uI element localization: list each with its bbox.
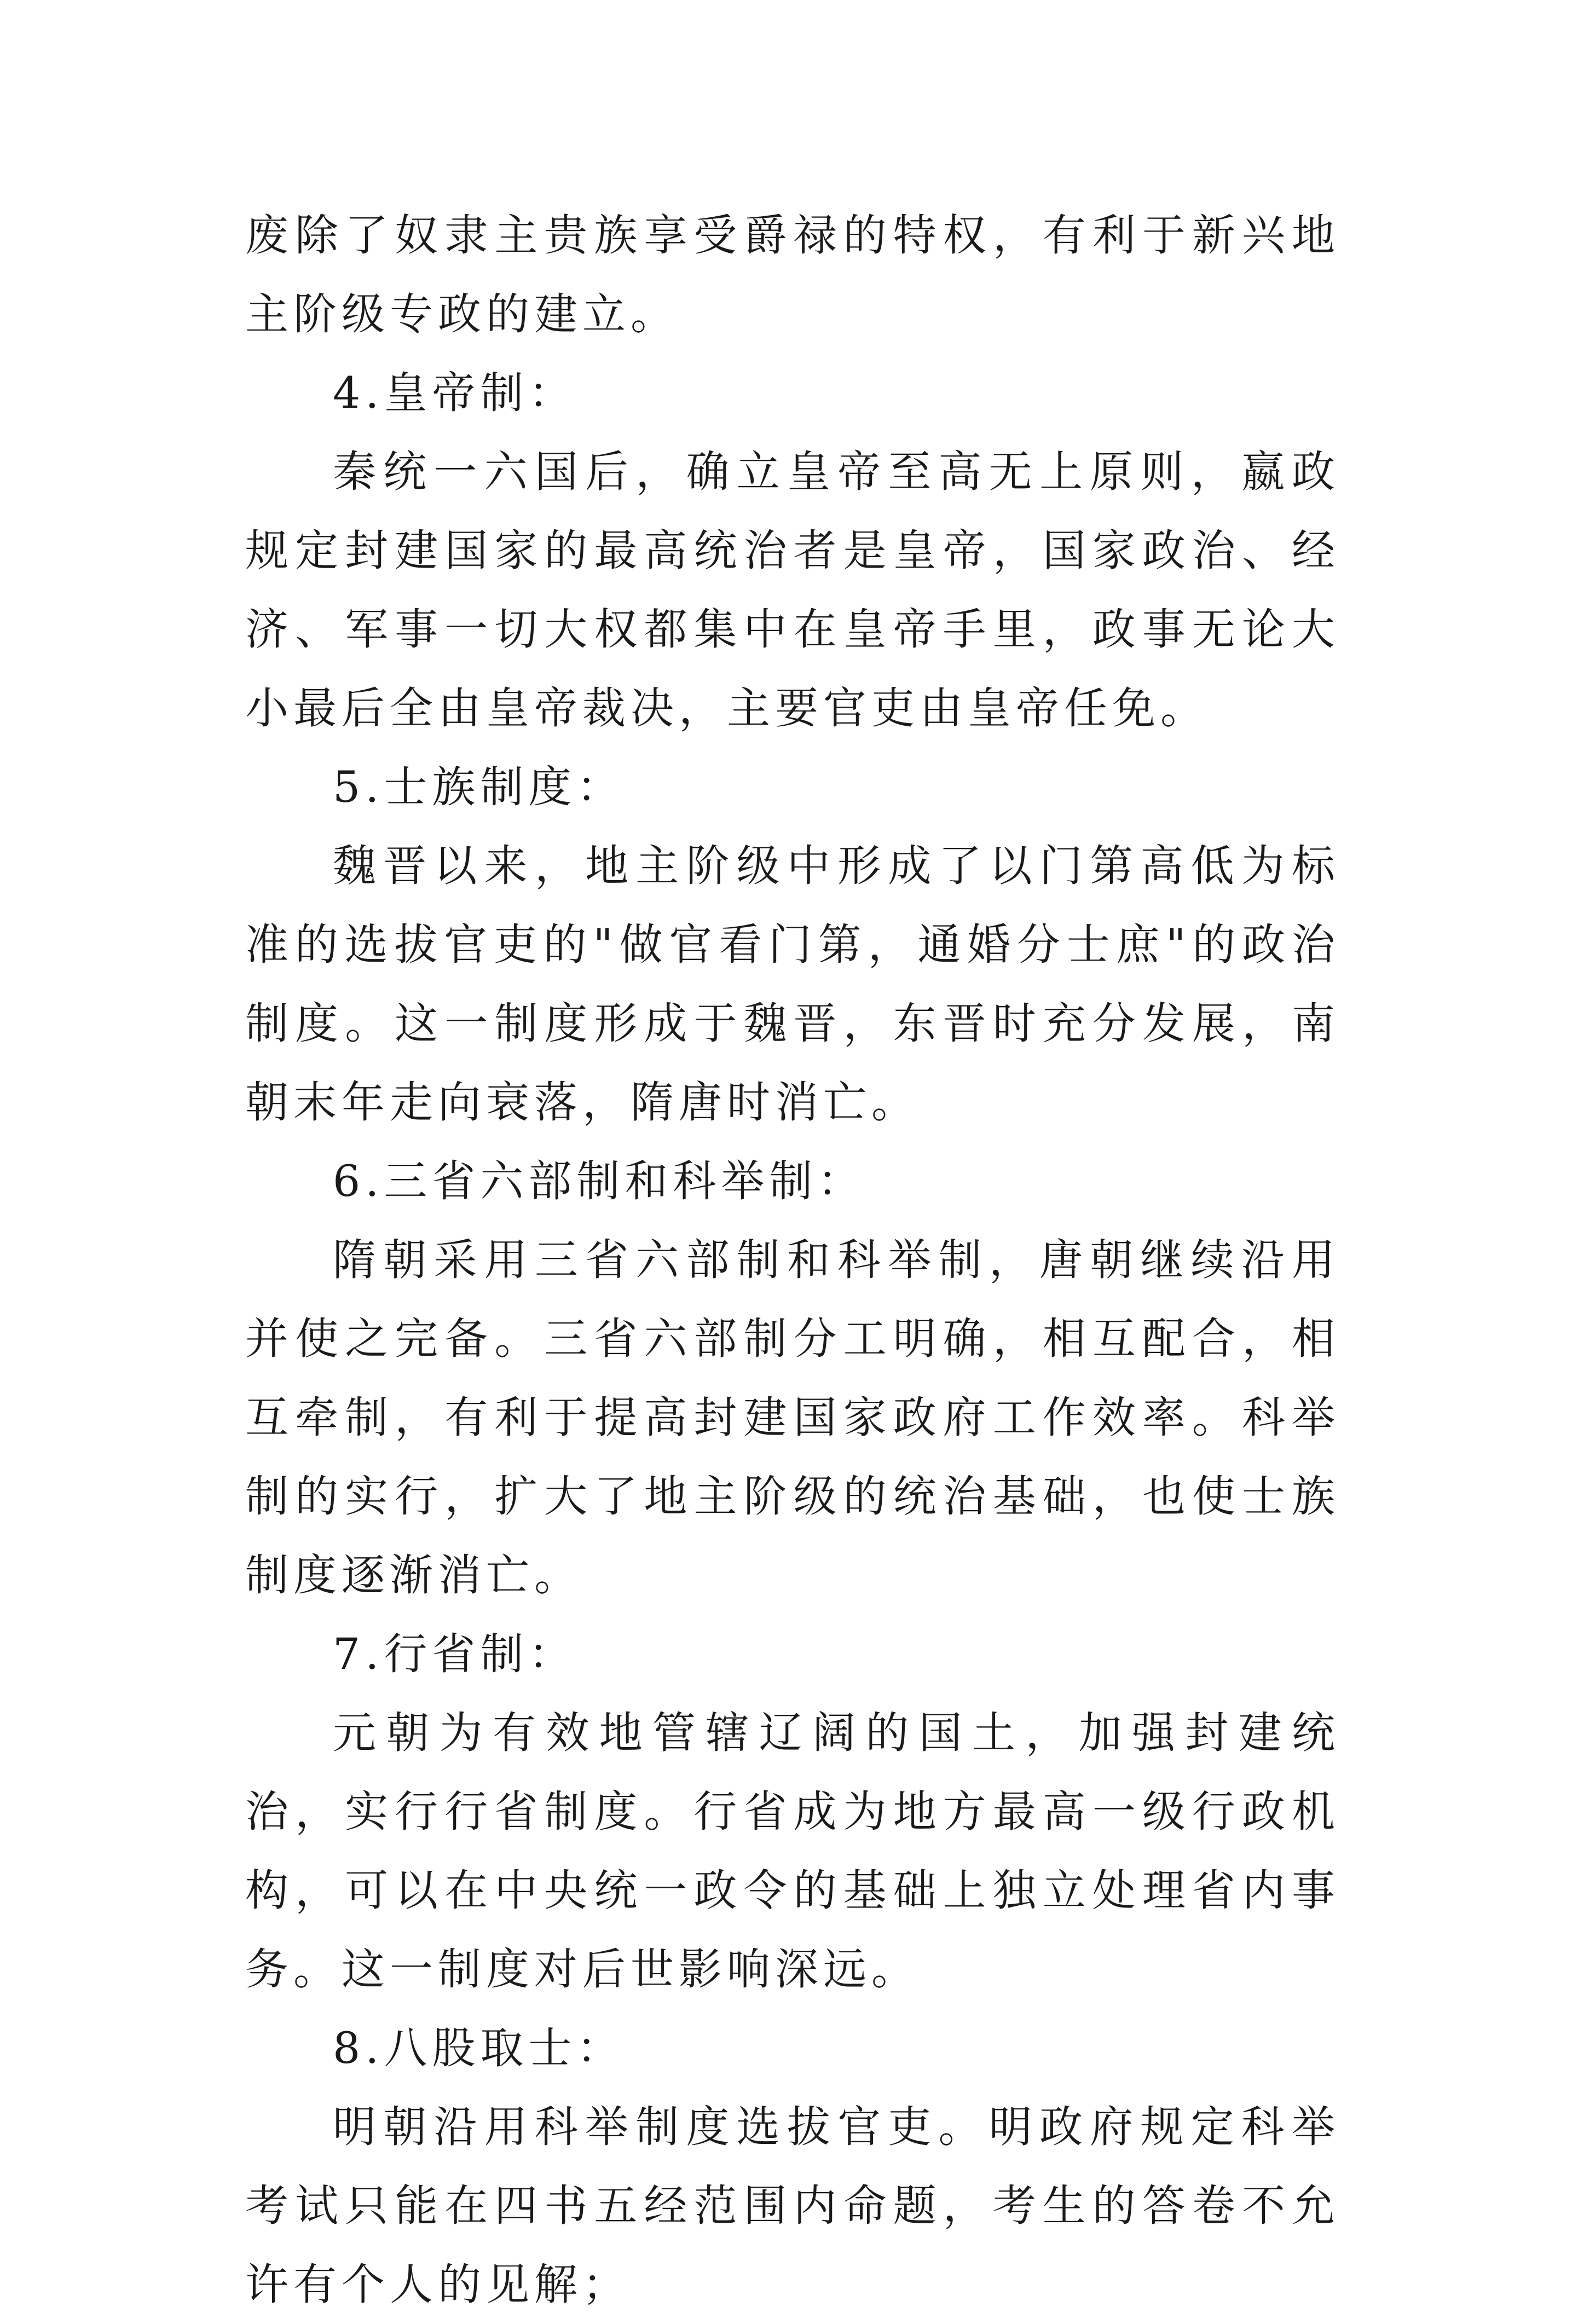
section-heading-gentry-system: 5.士族制度： bbox=[333, 762, 625, 812]
paragraph-eight-legged-essay: 明朝沿用科举制度选拔官吏。明政府规定科举考试只能在四书五经范围内命题，考生的答卷不允许有个人的见解； bbox=[245, 2102, 1340, 2310]
paragraph-province-system: 元朝为有效地管辖辽阔的国土，加强封建统治，实行行省制度。行省成为地方最高一级行政机构，可以在中央统一政令的基础上独立处理省内事务。这一制度对后世影响深远。 bbox=[245, 1708, 1340, 1995]
section-heading-eight-legged-essay: 8.八股取士： bbox=[333, 2023, 625, 2073]
paragraph-three-departments: 隋朝采用三省六部制和科举制，唐朝继续沿用并使之完备。三省六部制分工明确，相互配合，相互牵制，有利于提高封建国家政府工作效率。科举制的实行，扩大了地主阶级的统治基础，也使士族制度逐渐消亡。 bbox=[245, 1235, 1340, 1600]
paragraph-emperor-system: 秦统一六国后，确立皇帝至高无上原则，嬴政规定封建国家的最高统治者是皇帝，国家政治、经济、军事一切大权都集中在皇帝手里，政事无论大小最后全由皇帝裁决，主要官吏由皇帝任免。 bbox=[245, 447, 1340, 733]
section-heading-emperor-system: 4.皇帝制： bbox=[333, 368, 577, 418]
section-heading-province-system: 7.行省制： bbox=[333, 1629, 577, 1679]
document-body bbox=[245, 196, 1340, 2324]
paragraph-gentry-system: 魏晋以来，地主阶级中形成了以门第高低为标准的选拔官吏的"做官看门第，通婚分士庶"的政治制度。这一制度形成于魏晋，东晋时充分发展，南朝末年走向衰落，隋唐时消亡。 bbox=[245, 841, 1340, 1128]
section-heading-three-departments: 6.三省六部制和科举制： bbox=[333, 1156, 866, 1206]
paragraph-continuation: 废除了奴隶主贵族享受爵禄的特权，有利于新兴地主阶级专政的建立。 bbox=[245, 210, 1340, 339]
